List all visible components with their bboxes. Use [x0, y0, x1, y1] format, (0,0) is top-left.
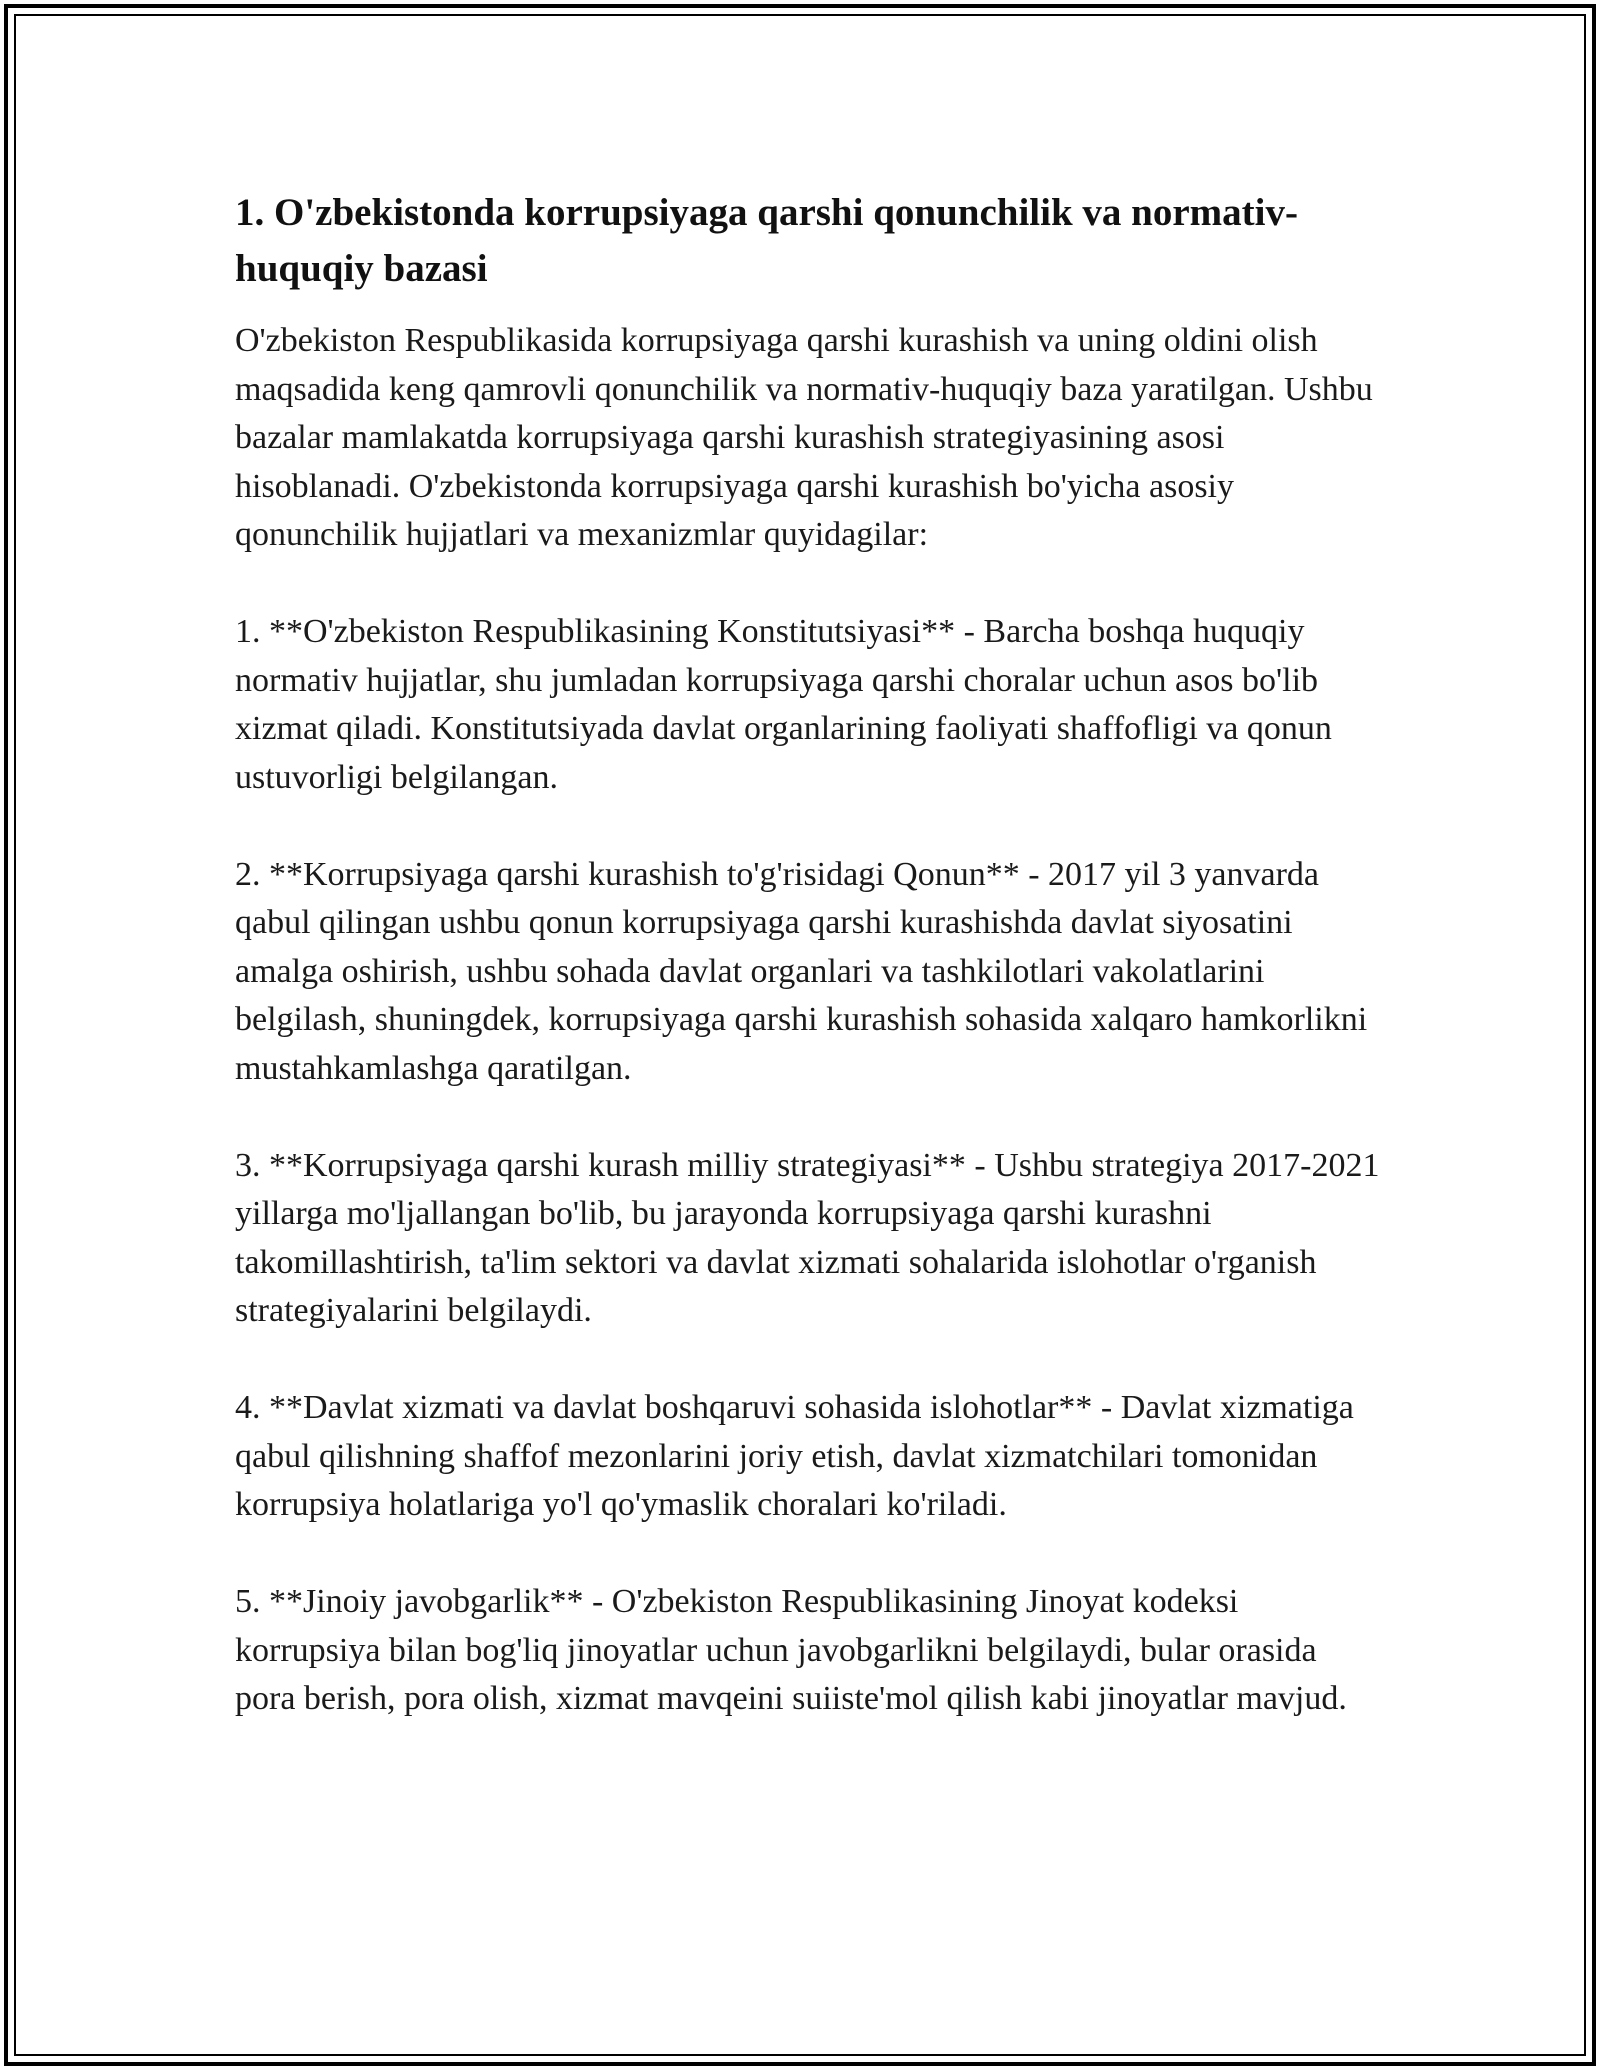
list-item-national-strategy: 3. **Korrupsiyaga qarshi kurash milliy strategiyasi** - Ushbu strategiya 2017-2021 yillarga mo'ljallangan bo'lib, bu jarayonda korrupsiyaga qarshi kurashni takomillashtirish, ta'lim sektori va davlat xizmati sohalarida islohotlar o'rganish strategiyalarini belgilaydi. — [235, 1146, 1388, 1329]
paragraph-spacer — [235, 1336, 1385, 1385]
paragraph-spacer — [235, 560, 1385, 609]
document-body — [235, 185, 1388, 1724]
list-item-criminal-liability: 5. **Jinoiy javobgarlik** - O'zbekiston Respublikasining Jinoyat kodeksi korrupsiya bilan bog'liq jinoyatlar uchun javobgarlikni belgilaydi, bular orasida pora berish, pora olish, xizmat mavqeini suiiste'mol qilish kabi jinoyatlar mavjud. — [235, 1583, 1347, 1717]
list-item-anticorruption-law: 2. **Korrupsiyaga qarshi kurashish to'g'risidagi Qonun** - 2017 yil 3 yanvarda qabul qilingan ushbu qonun korrupsiyaga qarshi kurashishda davlat siyosatini amalga oshirish, ushbu sohada davlat organlari va tashkilotlari vakolatlarini belgilash, shuningdek, korrupsiyaga qarshi kurashish sohasida xalqaro hamkorlikni mustahkamlashga qaratilgan. — [235, 855, 1376, 1087]
section-heading: 1. O'zbekistonda korrupsiyaga qarshi qonunchilik va normativ-huquqiy bazasi — [235, 191, 1298, 290]
list-item-constitution: 1. **O'zbekiston Respublikasining Konstitutsiyasi** - Barcha boshqa huquqiy normativ hujjatlar, shu jumladan korrupsiyaga qarshi choralar uchun asos bo'lib xizmat qiladi. Konstitutsiyada davlat organlarining faoliyati shaffofligi va qonun ustuvorligi belgilangan. — [235, 613, 1341, 796]
paragraph-spacer — [235, 802, 1385, 851]
intro-paragraph: O'zbekiston Respublikasida korrupsiyaga qarshi kurashish va uning oldini olish maqsadida keng qamrovli qonunchilik va normativ-huquqiy baza yaratilgan. Ushbu bazalar mamlakatda korrupsiyaga qarshi kurashish strategiyasining asosi hisoblanadi. O'zbekistonda korrupsiyaga qarshi kurashish bo'yicha asosiy qonunchilik hujjatlari va mexanizmlar quyidagilar: — [235, 322, 1382, 553]
list-item-civil-service-reforms: 4. **Davlat xizmati va davlat boshqaruvi sohasida islohotlar** - Davlat xizmatiga qabul qilishning shaffof mezonlarini joriy etish, davlat xizmatchilari tomonidan korrupsiya holatlariga yo'l qo'ymaslik choralari ko'riladi. — [235, 1389, 1363, 1523]
paragraph-spacer — [235, 1530, 1385, 1579]
paragraph-spacer — [235, 1093, 1385, 1142]
